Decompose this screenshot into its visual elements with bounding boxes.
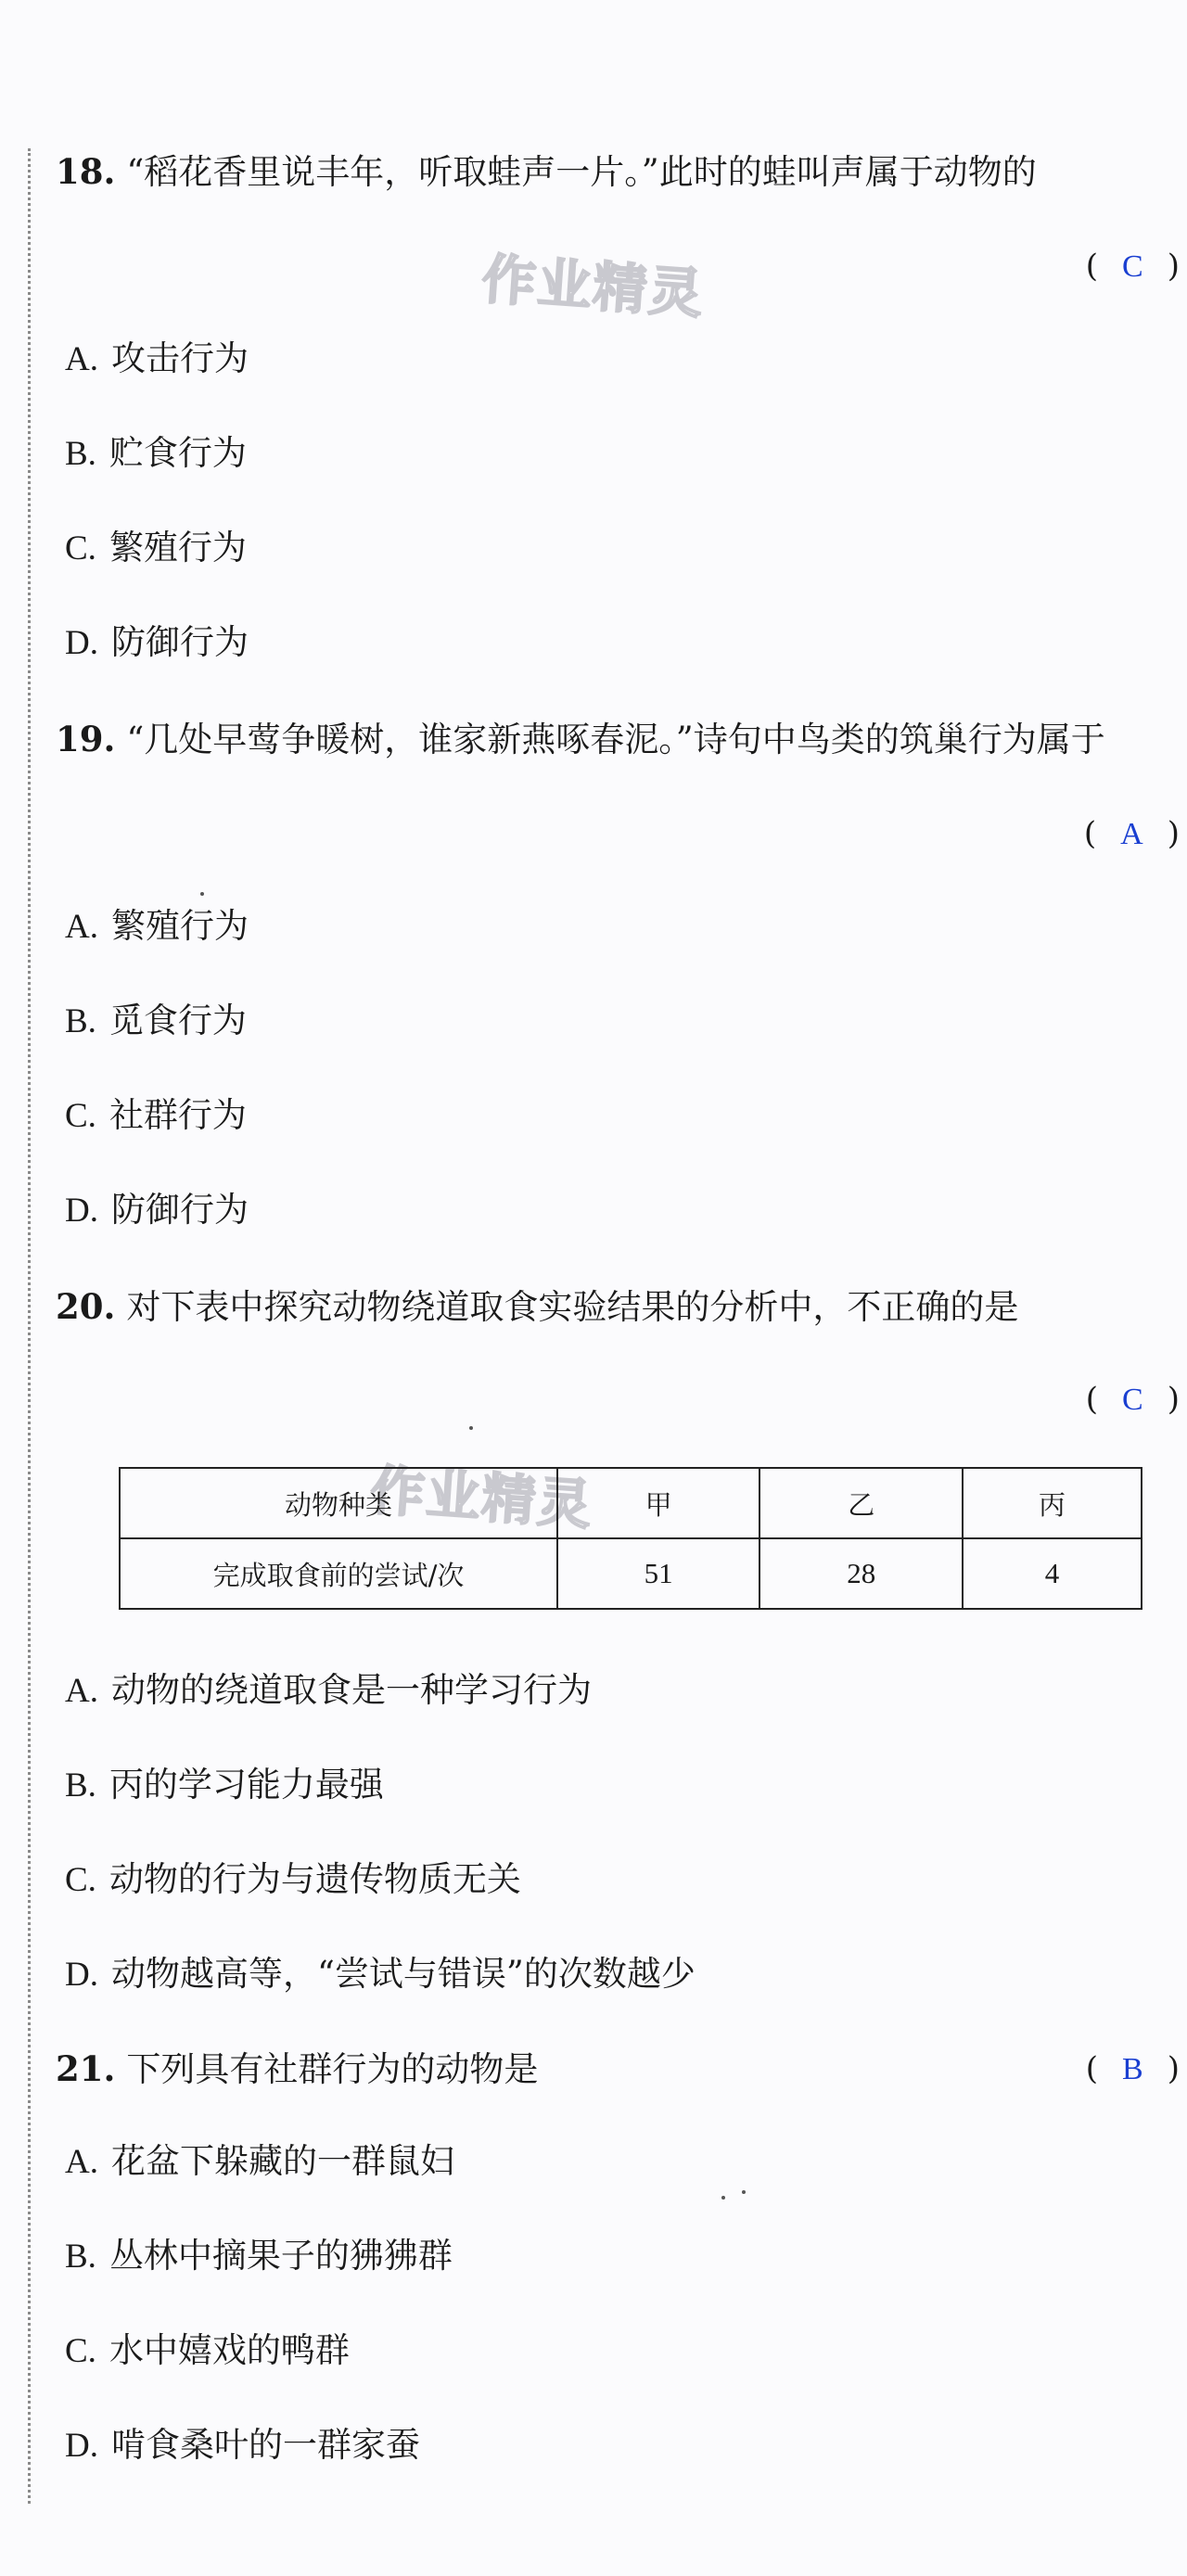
table-cell: 4 <box>963 1538 1142 1609</box>
question-text: 下列具有社群行为的动物是 <box>126 2049 539 2089</box>
question-stem <box>56 148 1150 196</box>
print-speck <box>721 2196 725 2200</box>
question-number: 20. <box>56 1286 116 1327</box>
option-letter: C. <box>65 1097 96 1135</box>
table-cell: 28 <box>759 1538 963 1609</box>
option-b[interactable] <box>65 430 247 478</box>
table-header-cell: 动物种类 <box>120 1468 557 1538</box>
option-text: 觅食行为 <box>108 1001 247 1040</box>
answer-letter: C <box>1122 1383 1143 1417</box>
option-b[interactable] <box>65 2233 453 2280</box>
option-text: 动物的绕道取食是一种学习行为 <box>110 1670 592 1710</box>
option-a[interactable] <box>65 336 249 383</box>
option-b[interactable] <box>65 1762 384 1809</box>
option-letter: C. <box>65 529 96 567</box>
table-header-row <box>120 1468 1142 1538</box>
option-text: 丛林中摘果子的狒狒群 <box>108 2236 453 2276</box>
question-21 <box>56 2046 1150 2093</box>
option-letter: B. <box>65 435 96 473</box>
option-letter: A. <box>65 1672 98 1710</box>
question-text: “几处早莺争暖树，谁家新燕啄春泥。”诗句中鸟类的筑巢行为属于 <box>126 720 1105 759</box>
print-speck <box>469 1426 473 1430</box>
option-letter: A. <box>65 340 98 378</box>
option-letter: C. <box>65 2332 96 2370</box>
option-a[interactable] <box>65 1667 592 1715</box>
answer-letter: A <box>1120 817 1143 851</box>
binding-margin-dotted-line <box>28 148 31 2504</box>
table-cell: 51 <box>557 1538 760 1609</box>
option-d[interactable] <box>65 619 249 667</box>
option-text: 攻击行为 <box>110 338 249 378</box>
option-text: 防御行为 <box>110 622 249 662</box>
question-stem <box>56 716 1150 763</box>
answer-parenthesis: ( B ) <box>1085 2050 1180 2087</box>
option-text: 花盆下躲藏的一群鼠妇 <box>110 2141 454 2181</box>
option-text: 社群行为 <box>108 1095 247 1135</box>
table-header-cell: 甲 <box>557 1468 760 1538</box>
option-d[interactable] <box>65 1951 696 1998</box>
option-text: 繁殖行为 <box>108 528 247 567</box>
option-letter: B. <box>65 2238 96 2276</box>
option-text: 繁殖行为 <box>110 906 249 946</box>
question-20 <box>56 1283 1150 1331</box>
question-19 <box>56 716 1150 763</box>
table-row <box>120 1538 1142 1609</box>
option-letter: D. <box>65 624 98 662</box>
option-text: 丙的学习能力最强 <box>108 1765 384 1804</box>
answer-parenthesis: ( C ) <box>1085 248 1180 285</box>
option-a[interactable] <box>65 903 249 950</box>
option-d[interactable] <box>65 2422 420 2469</box>
option-b[interactable] <box>65 998 247 1045</box>
question-number: 18. <box>56 151 116 192</box>
option-c[interactable] <box>65 525 247 572</box>
option-text: 防御行为 <box>110 1190 249 1230</box>
print-speck <box>200 892 204 896</box>
option-c[interactable] <box>65 1856 521 1904</box>
option-letter: A. <box>65 2143 98 2181</box>
question-number: 19. <box>56 719 116 759</box>
question-number: 21. <box>56 2048 116 2089</box>
option-letter: A. <box>65 908 98 946</box>
question-stem <box>56 2046 1150 2093</box>
table-header-cell: 丙 <box>963 1468 1142 1538</box>
option-c[interactable] <box>65 2327 350 2375</box>
print-speck <box>742 2190 746 2194</box>
option-d[interactable] <box>65 1187 249 1234</box>
answer-letter: C <box>1122 249 1143 284</box>
question-text: 对下表中探究动物绕道取食实验结果的分析中，不正确的是 <box>126 1287 1019 1327</box>
watermark-logo: 作业精灵 <box>368 1458 595 1537</box>
option-letter: D. <box>65 1956 98 1994</box>
answer-letter: B <box>1122 2052 1143 2086</box>
question-stem <box>56 1283 1150 1331</box>
option-text: 贮食行为 <box>108 433 247 473</box>
option-c[interactable] <box>65 1092 247 1140</box>
question-text: “稻花香里说丰年，听取蛙声一片。”此时的蛙叫声属于动物的 <box>126 152 1037 192</box>
option-text: 啃食桑叶的一群家蚕 <box>110 2425 420 2465</box>
option-text: 动物的行为与遗传物质无关 <box>108 1859 521 1899</box>
option-text: 水中嬉戏的鸭群 <box>108 2330 350 2370</box>
answer-parenthesis: ( C ) <box>1085 1381 1180 1418</box>
watermark-logo: 作业精灵 <box>479 247 707 326</box>
option-letter: D. <box>65 1192 98 1230</box>
option-letter: C. <box>65 1861 96 1899</box>
table-cell: 完成取食前的尝试/次 <box>120 1538 557 1609</box>
option-letter: B. <box>65 1766 96 1804</box>
table-header-cell: 乙 <box>759 1468 963 1538</box>
experiment-results-table <box>119 1467 1142 1610</box>
option-a[interactable] <box>65 2138 454 2186</box>
question-18 <box>56 148 1150 196</box>
option-letter: B. <box>65 1002 96 1040</box>
answer-parenthesis: ( A ) <box>1083 815 1180 852</box>
option-text: 动物越高等，“尝试与错误”的次数越少 <box>110 1954 696 1994</box>
option-letter: D. <box>65 2427 98 2465</box>
